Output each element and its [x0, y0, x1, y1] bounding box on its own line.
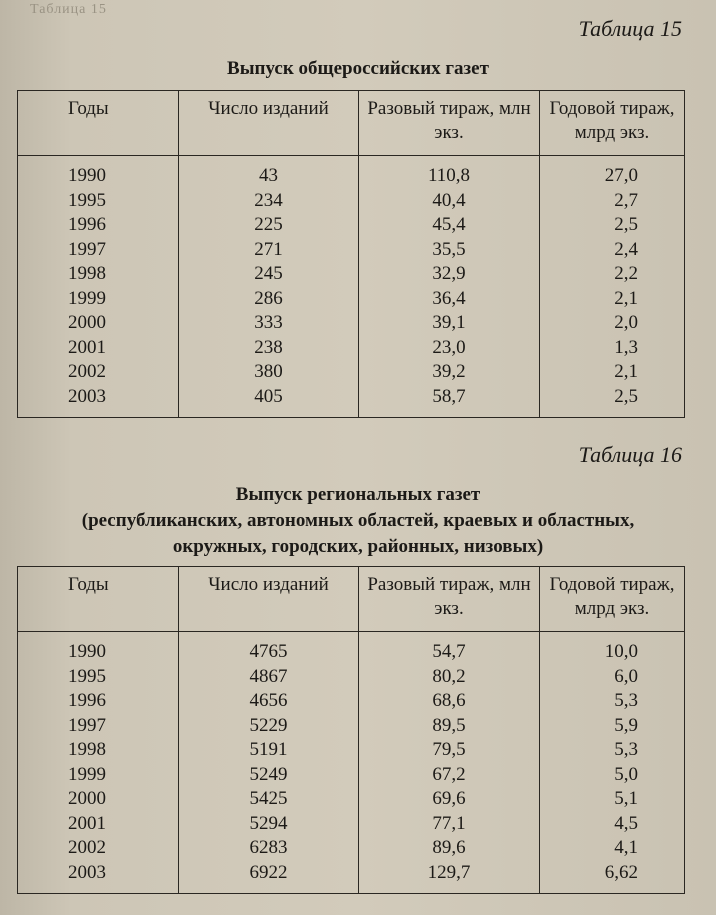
cell-single-run: 39,2: [359, 360, 540, 385]
cell-annual-run: 6,62: [540, 861, 685, 894]
cell-single-run: 110,8: [359, 156, 540, 189]
cell-annual-run: 2,4: [540, 238, 685, 263]
column-header-single-run: Разовый тираж, млн экз.: [359, 91, 540, 156]
cell-annual-run: 5,3: [540, 689, 685, 714]
cell-year: 1996: [18, 689, 179, 714]
cell-count: 225: [179, 213, 359, 238]
cell-annual-run: 5,3: [540, 738, 685, 763]
cell-single-run: 77,1: [359, 812, 540, 837]
table-row: [18, 689, 685, 714]
cell-single-run: 45,4: [359, 213, 540, 238]
column-header-annual-run: Годовой тираж, млрд экз.: [540, 91, 685, 156]
cell-count: 333: [179, 311, 359, 336]
cell-single-run: 80,2: [359, 665, 540, 690]
cell-single-run: 69,6: [359, 787, 540, 812]
cell-annual-run: 2,0: [540, 311, 685, 336]
cell-count: 5249: [179, 763, 359, 788]
table-row: [18, 836, 685, 861]
cell-count: 245: [179, 262, 359, 287]
cell-annual-run: 10,0: [540, 632, 685, 665]
cell-count: 4867: [179, 665, 359, 690]
cell-year: 1996: [18, 213, 179, 238]
cell-year: 2002: [18, 836, 179, 861]
table-15-title: Выпуск общероссийских газет: [227, 58, 489, 79]
cell-annual-run: 4,1: [540, 836, 685, 861]
cell-single-run: 54,7: [359, 632, 540, 665]
cell-count: 6283: [179, 836, 359, 861]
table-row: [18, 287, 685, 312]
table-header-row: [18, 567, 685, 632]
cell-single-run: 129,7: [359, 861, 540, 894]
table-row: [18, 189, 685, 214]
table-row: [18, 156, 685, 189]
table-row: [18, 861, 685, 894]
table-15: [17, 90, 685, 418]
cell-annual-run: 2,1: [540, 360, 685, 385]
cell-annual-run: 2,2: [540, 262, 685, 287]
cell-year: 2002: [18, 360, 179, 385]
column-header-count: Число изданий: [179, 91, 359, 156]
cell-count: 4765: [179, 632, 359, 665]
cell-year: 2001: [18, 336, 179, 361]
table-row: [18, 812, 685, 837]
table-row: [18, 262, 685, 287]
cell-single-run: 58,7: [359, 385, 540, 418]
cell-year: 1990: [18, 632, 179, 665]
cell-single-run: 89,5: [359, 714, 540, 739]
cell-single-run: 35,5: [359, 238, 540, 263]
cell-annual-run: 2,5: [540, 213, 685, 238]
table-row: [18, 632, 685, 665]
table-16-title-line3: окружных, городских, районных, низовых): [172, 536, 544, 557]
table-row: [18, 787, 685, 812]
cell-count: 5294: [179, 812, 359, 837]
table-row: [18, 238, 685, 263]
cell-annual-run: 2,5: [540, 385, 685, 418]
cell-year: 1995: [18, 189, 179, 214]
cell-single-run: 23,0: [359, 336, 540, 361]
cell-year: 1990: [18, 156, 179, 189]
table-row: [18, 311, 685, 336]
cell-year: 1999: [18, 763, 179, 788]
table-16-caption: Таблица 16: [578, 442, 682, 467]
column-header-annual-run: Годовой тираж, млрд экз.: [540, 567, 685, 632]
cell-single-run: 89,6: [359, 836, 540, 861]
cell-single-run: 39,1: [359, 311, 540, 336]
cell-annual-run: 1,3: [540, 336, 685, 361]
table-row: [18, 763, 685, 788]
cell-count: 405: [179, 385, 359, 418]
cell-count: 238: [179, 336, 359, 361]
cell-annual-run: 5,9: [540, 714, 685, 739]
bleed-through-text: Таблица 15: [30, 2, 107, 17]
cell-single-run: 68,6: [359, 689, 540, 714]
cell-annual-run: 5,1: [540, 787, 685, 812]
cell-year: 1995: [18, 665, 179, 690]
table-row: [18, 336, 685, 361]
table-row: [18, 385, 685, 418]
cell-year: 2003: [18, 861, 179, 894]
cell-year: 2000: [18, 311, 179, 336]
cell-annual-run: 2,1: [540, 287, 685, 312]
cell-count: 5191: [179, 738, 359, 763]
table-row: [18, 360, 685, 385]
cell-year: 1997: [18, 714, 179, 739]
table-16-title-line2: (республиканских, автономных областей, краевых и областных,: [81, 510, 635, 531]
table-15-caption: Таблица 15: [578, 16, 682, 41]
cell-year: 2001: [18, 812, 179, 837]
cell-single-run: 32,9: [359, 262, 540, 287]
cell-count: 286: [179, 287, 359, 312]
cell-count: 234: [179, 189, 359, 214]
table-header-row: [18, 91, 685, 156]
cell-single-run: 79,5: [359, 738, 540, 763]
cell-year: 1999: [18, 287, 179, 312]
cell-year: 1998: [18, 262, 179, 287]
cell-year: 1998: [18, 738, 179, 763]
table-row: [18, 738, 685, 763]
cell-annual-run: 5,0: [540, 763, 685, 788]
column-header-single-run: Разовый тираж, млн экз.: [359, 567, 540, 632]
table-row: [18, 714, 685, 739]
column-header-years: Годы: [18, 91, 179, 156]
table-16-title-line1: Выпуск региональных газет: [235, 484, 481, 505]
cell-count: 5229: [179, 714, 359, 739]
cell-count: 43: [179, 156, 359, 189]
cell-year: 2000: [18, 787, 179, 812]
cell-annual-run: 6,0: [540, 665, 685, 690]
column-header-count: Число изданий: [179, 567, 359, 632]
cell-count: 4656: [179, 689, 359, 714]
cell-year: 1997: [18, 238, 179, 263]
table-row: [18, 665, 685, 690]
cell-single-run: 67,2: [359, 763, 540, 788]
cell-annual-run: 2,7: [540, 189, 685, 214]
table-16: [17, 566, 685, 894]
cell-count: 271: [179, 238, 359, 263]
cell-annual-run: 4,5: [540, 812, 685, 837]
cell-count: 380: [179, 360, 359, 385]
cell-single-run: 36,4: [359, 287, 540, 312]
cell-count: 6922: [179, 861, 359, 894]
cell-single-run: 40,4: [359, 189, 540, 214]
table-row: [18, 213, 685, 238]
cell-year: 2003: [18, 385, 179, 418]
cell-annual-run: 27,0: [540, 156, 685, 189]
column-header-years: Годы: [18, 567, 179, 632]
cell-count: 5425: [179, 787, 359, 812]
